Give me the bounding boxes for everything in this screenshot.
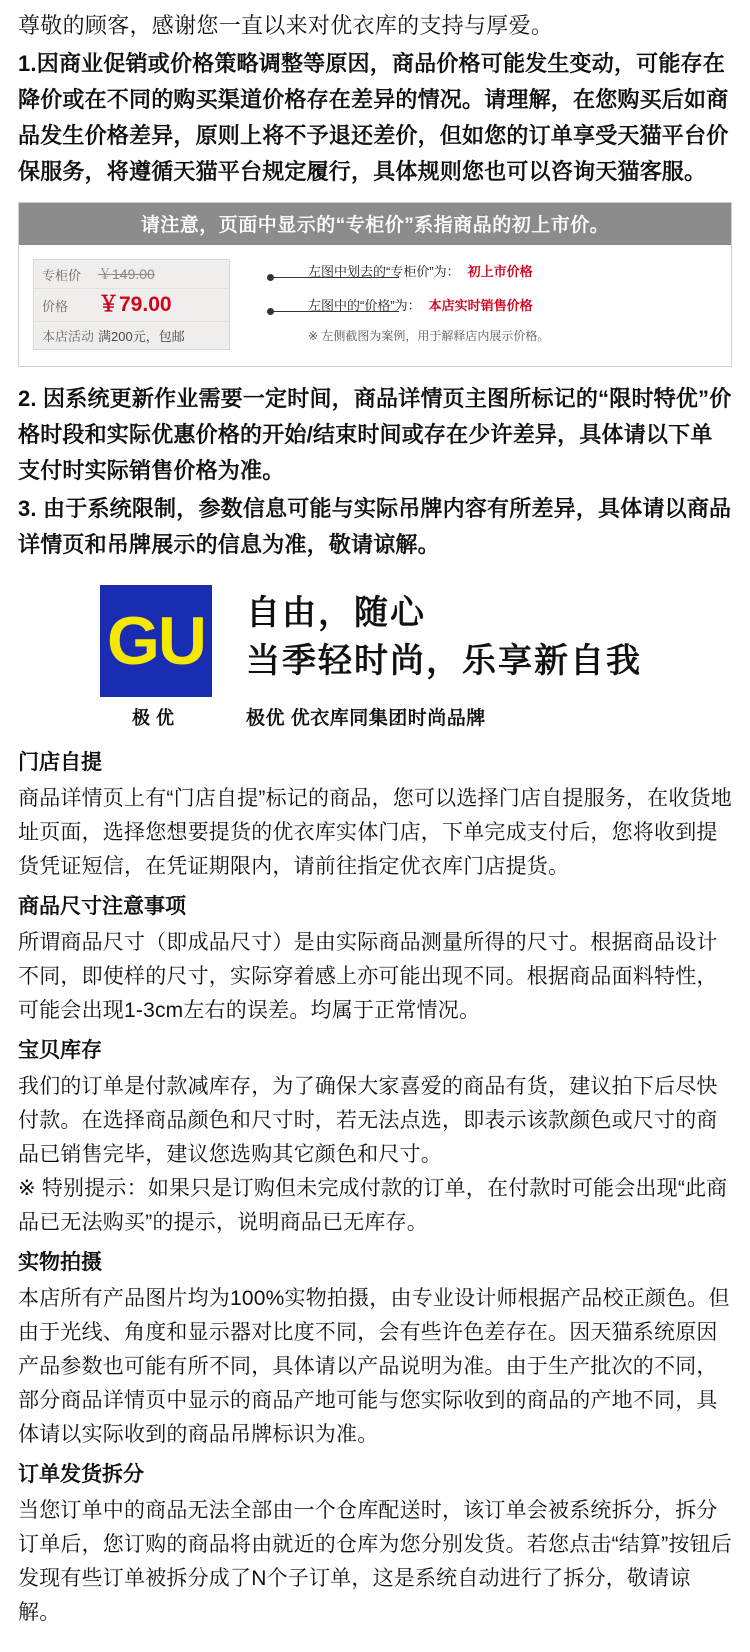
price-callout-footnote: ※ 左侧截图为案例，用于解释店内展示价格。 [308,329,550,343]
section-title: 商品尺寸注意事项 [18,895,186,918]
brand-slogan-line2: 当季轻时尚，乐享新自我 [246,642,642,680]
section-title: 门店自提 [18,751,102,774]
callout-lower-text: 左图中的“价格”为： [308,297,421,313]
section-body: 当您订单中的商品无法全部由一个仓库配送时，该订单会被系统拆分，拆分订单后，您订购的商品将由就近的仓库为您分别发货。若您点击“结算”按钮后发现有些订单被拆分成了N个子订单，这是系统自动进行了拆分，敬请谅解。 [18,1499,732,1624]
section-title: 订单发货拆分 [18,1463,144,1486]
brand-description: 极优 优衣库同集团时尚品牌 [246,708,486,729]
price-label-current: 价格 [42,298,69,314]
price-notice-header: 请注意，页面中显示的“专柜价”系指商品的初上市价。 [19,203,731,245]
section-body-note: ※ 特别提示：如果只是订购但未完成付款的订单，在付款时可能会出现“此商品已无法购买”的提示，说明商品已无库存。 [18,1177,728,1234]
section-order-split [18,1458,732,1630]
price-row [34,322,229,349]
section-body: 本店所有产品图片均为100%实物拍摄，由专业设计师根据产品校正颜色。但由于光线、角度和显示器对比度不同，会有些许色差存在。因天猫系统原因产品参数也可能有所不同，具体请以产品说明为准。由于生产批次的不同，部分商品详情页中显示的商品产地可能与您实际收到的商品的产地不同，具体请以实际收到的商品吊牌标识为准。 [18,1287,730,1446]
section-size-notes [18,890,732,1028]
section-body: 所谓商品尺寸（即成品尺寸）是由实际商品测量所得的尺寸。根据商品设计不同，即使样的尺寸，实际穿着感上亦可能出现不同。根据商品面料特性，可能会出现1-3cm左右的误差。均属于正常情况。 [18,931,718,1022]
clause-3: 3. 由于系统限制，参数信息可能与实际吊牌内容有所差异，具体请以商品详情页和吊牌展示的信息为准，敬请谅解。 [18,496,732,557]
section-body: 我们的订单是付款减库存，为了确保大家喜爱的商品有货，建议拍下后尽快付款。在选择商品颜色和尺寸时，若无法点选，即表示该款颜色或尺寸的商品已销售完毕，建议您选购其它颜色和尺寸。 [18,1075,718,1166]
price-value-counter: ￥149.00 [98,266,155,282]
price-label-counter: 专柜价 [42,267,82,283]
callout-upper [308,259,721,281]
section-inventory [18,1034,732,1240]
price-example-card [33,259,230,350]
price-value-promo: 满200元，包邮 [98,329,185,344]
section-real-photo [18,1246,732,1452]
price-notice-body [19,245,731,366]
callout-upper-answer: 初上市价格 [467,263,533,279]
gu-logo: GU [100,585,212,697]
intro-paragraph: 尊敬的顾客，感谢您一直以来对优衣库的支持与厚爱。 [18,13,554,38]
callout-lower-answer: 本店实时销售价格 [428,297,533,313]
clause-1: 1.因商业促销或价格策略调整等原因，商品价格可能发生变动，可能存在降价或在不同的购买渠道价格存在差异的情况。请理解，在您购买后如商品发生价格差异，原则上将不予退还差价，但如您的订单享受天猫平台价保服务，将遵循天猫平台规定履行，具体规则您也可以咨询天猫客服。 [18,51,729,184]
price-value-current: ￥79.00 [98,293,172,316]
price-notice-box [18,202,732,367]
price-label-promo: 本店活动 [42,329,95,344]
brand-block [18,585,732,697]
price-row [34,260,229,289]
brand-slogan [246,585,642,685]
price-callouts [230,259,721,344]
section-store-pickup [18,746,732,884]
section-body: 商品详情页上有“门店自提”标记的商品，您可以选择门店自提服务，在收货地址页面，选择您想要提货的优衣库实体门店，下单完成支付后，您将收到提货凭证短信，在凭证期限内，请前往指定优衣库门店提货。 [18,787,732,878]
section-title: 宝贝库存 [18,1039,102,1062]
callout-lower [308,293,721,315]
price-row [34,289,229,322]
brand-subtitle-row [18,703,732,730]
clause-2: 2. 因系统更新作业需要一定时间，商品详情页主图所标记的“限时特优”价格时段和实际优惠价格的开始/结束时间或存在少许差异，具体请以下单支付时实际销售价格为准。 [18,386,732,483]
brand-slogan-line1: 自由，随心 [246,594,426,632]
callout-upper-text: 左图中划去的“专柜价”为： [308,263,460,279]
section-title: 实物拍摄 [18,1251,102,1274]
brand-logo-cn: 极优 [132,707,180,728]
